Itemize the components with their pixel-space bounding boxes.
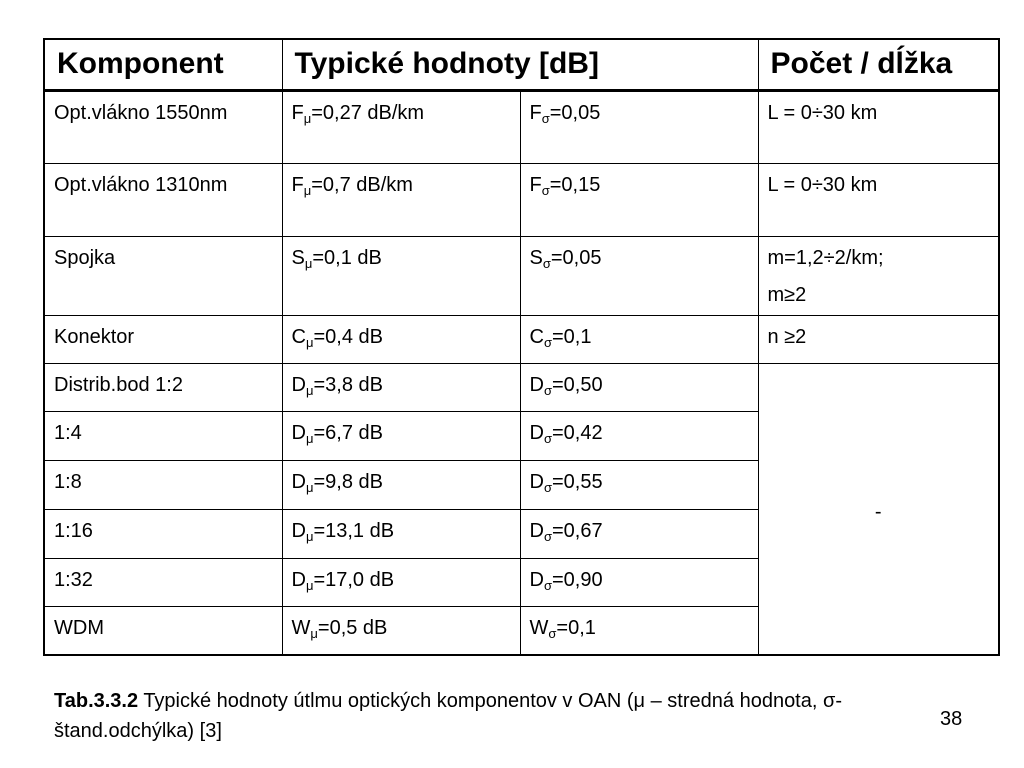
sigma-subscript: σ <box>543 430 552 446</box>
sigma-subscript: σ <box>543 382 552 398</box>
mean-value: =6,7 dB <box>313 421 383 444</box>
header-count-length: Počet / dĺžka <box>758 39 999 90</box>
table-row <box>44 236 999 315</box>
cell-mean <box>282 163 520 236</box>
cell-mean <box>282 460 520 509</box>
cell-komponent: Opt.vlákno 1550nm <box>44 90 282 163</box>
sigma-subscript: σ <box>548 625 557 641</box>
cell-sigma <box>520 411 758 460</box>
cell-mean <box>282 363 520 411</box>
cell-komponent: 1:16 <box>44 509 282 558</box>
mean-subscript: μ <box>303 110 312 126</box>
cell-komponent: Spojka <box>44 236 282 315</box>
sigma-symbol: D <box>529 421 544 444</box>
table-row <box>44 90 999 163</box>
sigma-subscript: σ <box>541 110 550 126</box>
mean-symbol: F <box>291 173 304 196</box>
mean-value: =0,4 dB <box>313 325 383 348</box>
sigma-value: =0,1 <box>551 325 592 348</box>
mean-value: =0,7 dB/km <box>311 173 413 196</box>
sigma-subscript: σ <box>541 182 550 198</box>
sigma-symbol: D <box>529 568 544 591</box>
table-header-row <box>44 39 999 90</box>
mean-subscript: μ <box>303 182 312 198</box>
cell-sigma <box>520 606 758 655</box>
mean-subscript: μ <box>310 625 318 641</box>
mean-symbol: D <box>291 373 306 396</box>
cell-sigma <box>520 163 758 236</box>
sigma-symbol: S <box>529 246 543 269</box>
count-line: L = 0÷30 km <box>767 101 878 124</box>
mean-value: =0,27 dB/km <box>311 101 425 124</box>
cell-mean <box>282 558 520 606</box>
caption-label: Tab.3.3.2 <box>54 690 139 712</box>
cell-sigma <box>520 315 758 363</box>
cell-mean <box>282 315 520 363</box>
sigma-value: =0,05 <box>550 246 602 269</box>
cell-count <box>758 236 999 315</box>
mean-symbol: D <box>291 470 306 493</box>
sigma-subscript: σ <box>543 577 552 593</box>
count-line: n ≥2 <box>767 325 807 348</box>
cell-sigma <box>520 236 758 315</box>
mean-symbol: D <box>291 519 306 542</box>
sigma-value: =0,67 <box>551 519 603 542</box>
mean-symbol: S <box>291 246 305 269</box>
cell-count <box>758 90 999 163</box>
mean-subscript: μ <box>305 334 314 350</box>
header-typical-values: Typické hodnoty [dB] <box>282 39 758 90</box>
sigma-value: =0,1 <box>556 616 596 639</box>
cell-komponent: Opt.vlákno 1310nm <box>44 163 282 236</box>
caption-text: Typické hodnoty útlmu optických komponentov v OAN (μ – stredná hodnota, σ-štand.odchýlka) [3] <box>54 690 842 742</box>
mean-value: =13,1 dB <box>313 519 395 542</box>
sigma-value: =0,50 <box>551 373 603 396</box>
table-row <box>44 315 999 363</box>
cell-sigma <box>520 90 758 163</box>
cell-mean <box>282 411 520 460</box>
count-line: m=1,2÷2/km; <box>767 246 884 269</box>
components-table <box>43 38 1000 656</box>
cell-sigma <box>520 509 758 558</box>
cell-sigma <box>520 558 758 606</box>
mean-subscript: μ <box>305 430 314 446</box>
mean-symbol: C <box>291 325 306 348</box>
sigma-value: =0,05 <box>549 101 601 124</box>
sigma-symbol: F <box>529 101 542 124</box>
mean-value: =17,0 dB <box>313 568 395 591</box>
sigma-value: =0,42 <box>551 421 603 444</box>
table-row <box>44 363 999 411</box>
mean-subscript: μ <box>304 255 313 271</box>
cell-komponent: Konektor <box>44 315 282 363</box>
sigma-symbol: W <box>529 616 549 639</box>
mean-subscript: μ <box>305 382 314 398</box>
sigma-subscript: σ <box>542 255 551 271</box>
cell-mean <box>282 90 520 163</box>
mean-symbol: D <box>291 568 306 591</box>
table-caption <box>54 686 874 746</box>
cell-count <box>758 315 999 363</box>
table-body <box>44 90 999 655</box>
mean-subscript: μ <box>305 528 314 544</box>
count-line: L = 0÷30 km <box>767 173 878 196</box>
mean-subscript: μ <box>305 577 314 593</box>
sigma-value: =0,15 <box>549 173 601 196</box>
mean-value: =0,1 dB <box>312 246 382 269</box>
header-komponent: Komponent <box>44 39 282 90</box>
sigma-symbol: D <box>529 519 544 542</box>
cell-mean <box>282 606 520 655</box>
sigma-symbol: F <box>529 173 542 196</box>
mean-subscript: μ <box>305 479 314 495</box>
sigma-symbol: C <box>529 325 544 348</box>
cell-count <box>758 163 999 236</box>
mean-symbol: F <box>291 101 304 124</box>
sigma-subscript: σ <box>543 528 552 544</box>
cell-komponent: 1:8 <box>44 460 282 509</box>
cell-sigma <box>520 460 758 509</box>
cell-komponent: 1:32 <box>44 558 282 606</box>
cell-sigma <box>520 363 758 411</box>
mean-symbol: W <box>291 616 311 639</box>
mean-value: =3,8 dB <box>313 373 383 396</box>
cell-komponent: 1:4 <box>44 411 282 460</box>
count-line: m≥2 <box>767 283 807 306</box>
sigma-symbol: D <box>529 470 544 493</box>
mean-value: =9,8 dB <box>313 470 383 493</box>
page-number: 38 <box>940 708 963 730</box>
sigma-subscript: σ <box>543 479 552 495</box>
sigma-symbol: D <box>529 373 544 396</box>
sigma-subscript: σ <box>543 334 552 350</box>
mean-value: =0,5 dB <box>317 616 388 639</box>
cell-mean <box>282 236 520 315</box>
cell-komponent: WDM <box>44 606 282 655</box>
mean-symbol: D <box>291 421 306 444</box>
cell-komponent: Distrib.bod 1:2 <box>44 363 282 411</box>
sigma-value: =0,90 <box>551 568 603 591</box>
cell-mean <box>282 509 520 558</box>
cell-count-merged: - <box>758 363 999 655</box>
table-row <box>44 163 999 236</box>
sigma-value: =0,55 <box>551 470 603 493</box>
